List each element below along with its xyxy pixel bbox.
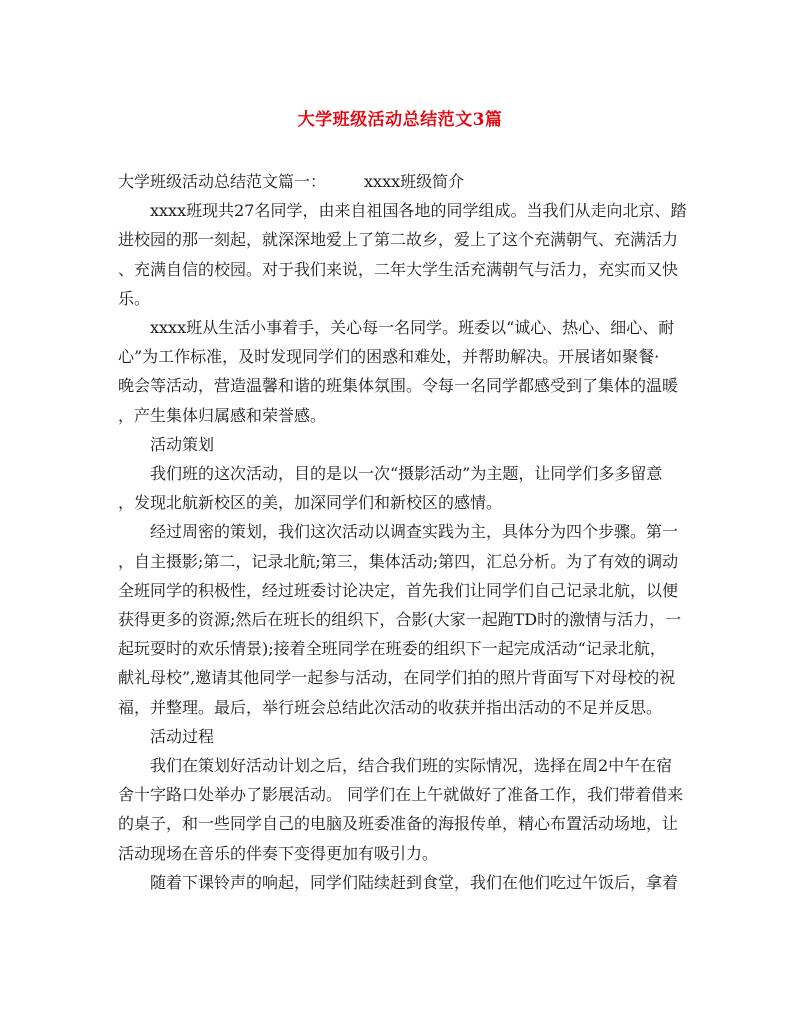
paragraph-line: 乐。 (118, 288, 151, 308)
paragraph-line: 起玩耍时的欢乐情景);接着全班同学在班委的组织下一起完成活动“记录北航， (118, 639, 666, 659)
paragraph-line: xxxx班现共27名同学，由来自祖国各地的同学组成。当我们从走向北京、踏 (150, 201, 687, 221)
paragraph-planning-steps (118, 517, 682, 721)
paragraph-line: 、充满自信的校园。对于我们来说，二年大学生活充满朝气与活力，充实而又快 (118, 259, 679, 279)
paragraph-line: 心”为工作标准，及时发现同学们的困惑和难处，并帮助解决。开展诸如聚餐· (118, 347, 660, 367)
paragraph-line: ，产生集体归属感和荣誉感。 (118, 405, 327, 425)
paragraph-class-intro (118, 196, 687, 313)
paragraph-line: 舍十字路口处举办了影展活动。 同学们在上午就做好了准备工作，我们带着借来 (118, 785, 684, 805)
paragraph-process-setup (118, 751, 682, 868)
paragraph-line: 我们在策划好活动计划之后，结合我们班的实际情况，选择在周2中午在宿 (150, 756, 673, 776)
intro-line (118, 167, 682, 196)
paragraph-line: 获得更多的资源;然后在班长的组织下，合影(大家一起跑TD时的激情与活力，一 (118, 610, 682, 630)
paragraph-line: 晚会等活动，营造温馨和谐的班集体氛围。令每一名同学都感受到了集体的温暖 (118, 376, 679, 396)
intro-section-title: xxxx班级简介 (364, 172, 465, 191)
intro-label: 大学班级活动总结范文篇一： (118, 172, 327, 191)
paragraph-planning-goal (118, 459, 682, 517)
paragraph-line: 我们班的这次活动，目的是以一次“摄影活动”为主题，让同学们多多留意 (150, 464, 663, 484)
paragraph-line: 的桌子，和一些同学自己的电脑及班委准备的海报传单，精心布置活动场地，让 (118, 814, 679, 834)
paragraph-line: ，发现北航新校区的美，加深同学们和新校区的感情。 (118, 493, 503, 513)
section-heading-planning: 活动策划 (150, 434, 215, 454)
paragraph-line: 随着下课铃声的响起，同学们陆续赶到食堂，我们在他们吃过午饭后，拿着 (150, 872, 679, 892)
paragraph-line: 全班同学的积极性，经过班委讨论决定，首先我们让同学们自己记录北航，以便 (118, 580, 679, 600)
paragraph-line: xxxx班从生活小事着手，关心每一名同学。班委以“诚心、热心、细心、耐 (150, 318, 675, 338)
paragraph-process-lunch (118, 868, 682, 897)
paragraph-line: 经过周密的策划，我们这次活动以调查实践为主，具体分为四个步骤。第一 (150, 522, 679, 542)
document-body (118, 167, 687, 897)
paragraph-line: 献礼母校”,邀请其他同学一起参与活动，在同学们拍的照片背面写下对母校的祝 (118, 668, 676, 688)
paragraph-line: ，自主摄影;第二，记录北航;第三，集体活动;第四，汇总分析。为了有效的调动 (118, 551, 679, 571)
paragraph-class-care (118, 313, 682, 430)
document-title: 大学班级活动总结范文3篇 (297, 110, 503, 130)
paragraph-line: 福，并整理。最后，举行班会总结此次活动的收获并指出活动的不足并反思。 (118, 697, 663, 717)
paragraph-line: 活动现场在音乐的伴奏下变得更加有吸引力。 (118, 843, 439, 863)
section-heading-process: 活动过程 (150, 726, 215, 746)
paragraph-line: 进校园的那一刻起，就深深地爱上了第二故乡，爱上了这个充满朝气、充满活力 (118, 230, 679, 250)
